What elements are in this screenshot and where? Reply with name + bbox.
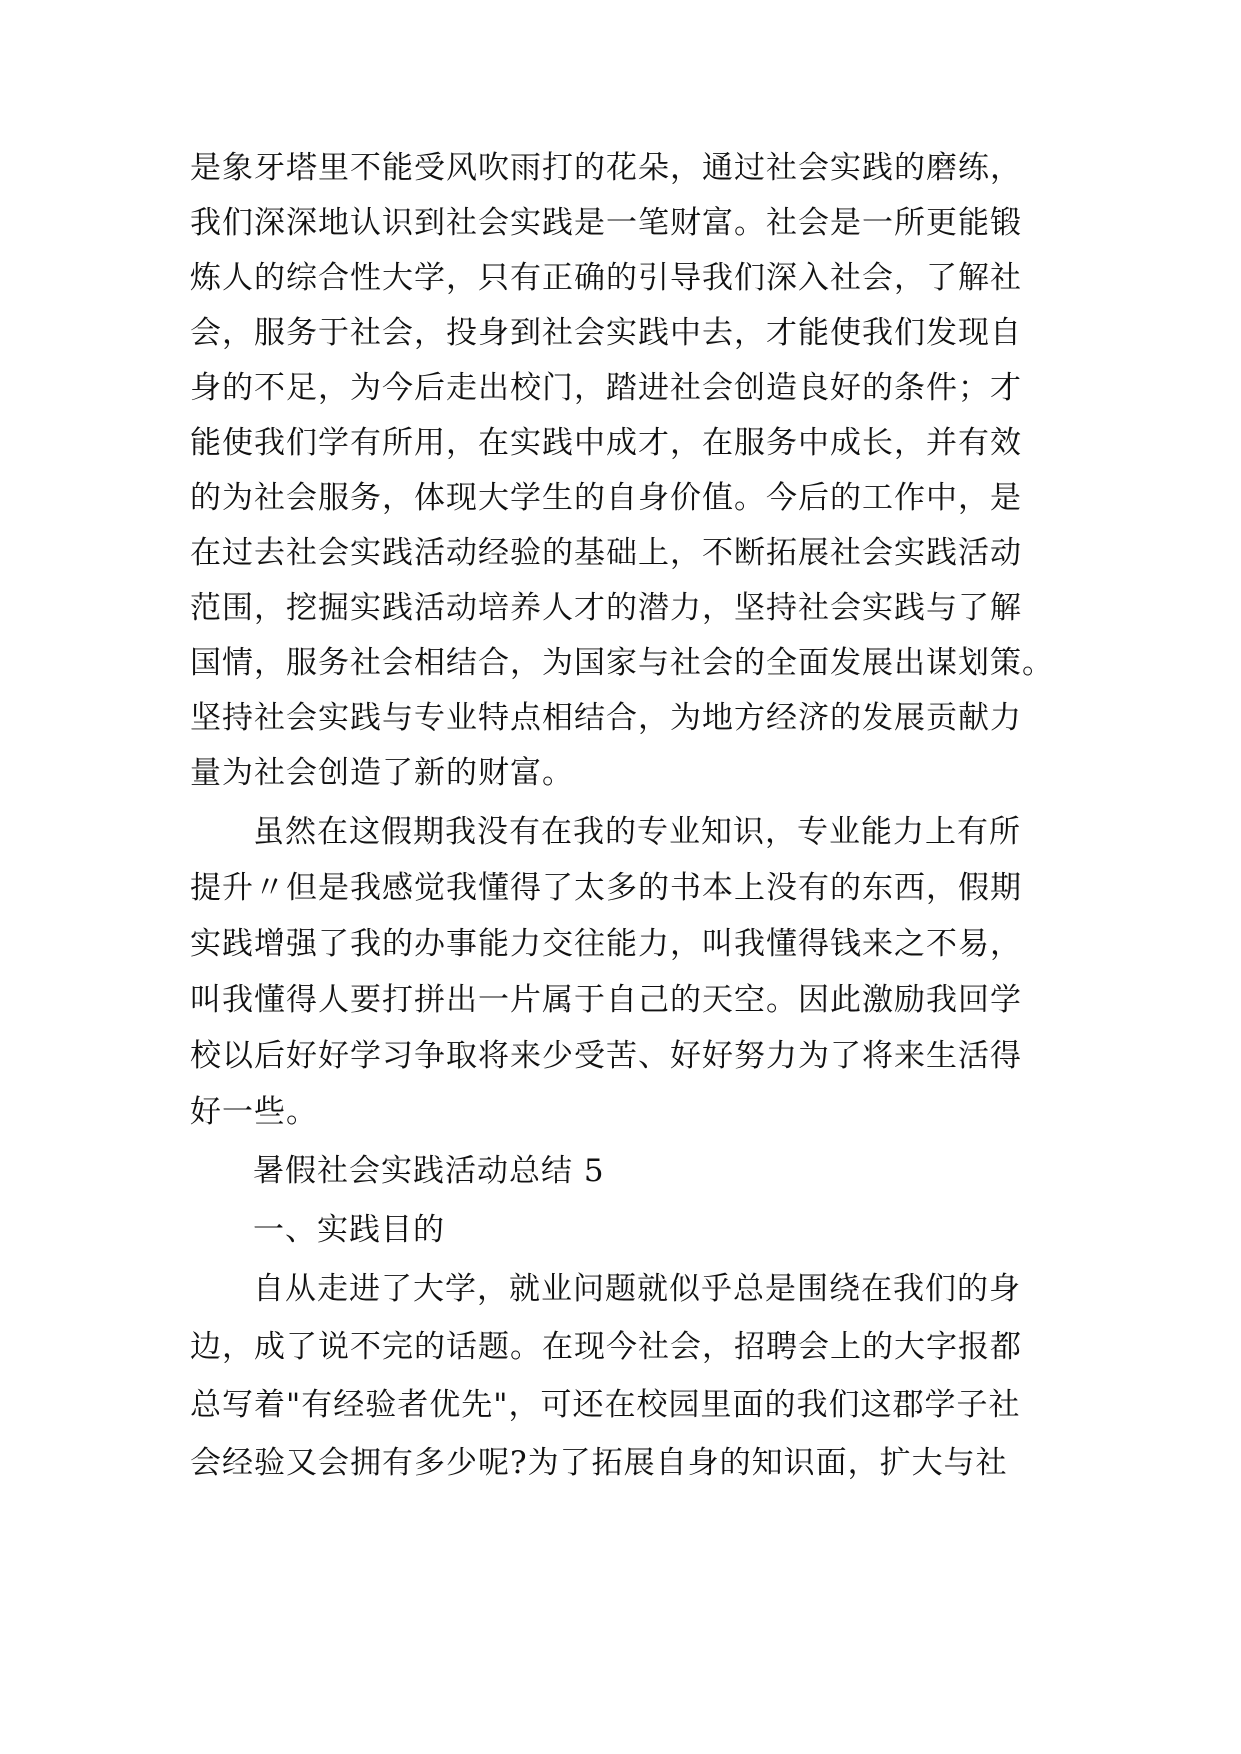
text-line: 叫我懂得人要打拼出一片属于自己的天空。因此激励我回学: [190, 982, 1022, 1018]
paragraph-start-line: 自从走进了大学，就业问题就似乎总是围绕在我们的身: [253, 1271, 1021, 1307]
text-line: 实践增强了我的办事能力交往能力，叫我懂得钱来之不易，: [190, 926, 1022, 962]
section-title: 暑假社会实践活动总结 5: [253, 1153, 605, 1189]
text-line: 国情，服务社会相结合，为国家与社会的全面发展出谋划策。: [190, 645, 1054, 681]
text-line: 范围，挖掘实践活动培养人才的潜力，坚持社会实践与了解: [190, 590, 1022, 626]
text-line: 总写着"有经验者优先"，可还在校园里面的我们这郡学子社: [190, 1387, 1021, 1423]
text-line: 炼人的综合性大学，只有正确的引导我们深入社会，了解社: [190, 260, 1022, 296]
subsection-title: 一、实践目的: [253, 1212, 445, 1248]
text-line: 在过去社会实践活动经验的基础上，不断拓展社会实践活动: [190, 535, 1022, 571]
text-line: 身的不足，为今后走出校门，踏进社会创造良好的条件；才: [190, 370, 1022, 406]
text-line: 校以后好好学习争取将来少受苦、好好努力为了将来生活得: [190, 1038, 1022, 1074]
text-line: 的为社会服务，体现大学生的自身价值。今后的工作中，是: [190, 480, 1022, 516]
paragraph-start-line: 虽然在这假期我没有在我的专业知识，专业能力上有所: [253, 814, 1021, 850]
text-line: 好一些。: [190, 1094, 318, 1130]
text-line: 会，服务于社会，投身到社会实践中去，才能使我们发现自: [190, 315, 1022, 351]
text-line: 量为社会创造了新的财富。: [190, 755, 574, 791]
text-line: 坚持社会实践与专业特点相结合，为地方经济的发展贡献力: [190, 700, 1022, 736]
text-line: 边，成了说不完的话题。在现今社会，招聘会上的大字报都: [190, 1329, 1022, 1365]
text-line: 会经验又会拥有多少呢?为了拓展自身的知识面，扩大与社: [190, 1445, 1008, 1481]
text-line: 提升〃但是我感觉我懂得了太多的书本上没有的东西，假期: [190, 870, 1022, 906]
text-line: 是象牙塔里不能受风吹雨打的花朵，通过社会实践的磨练，: [190, 150, 1022, 186]
text-line: 能使我们学有所用，在实践中成才，在服务中成长，并有效: [190, 425, 1022, 461]
text-line: 我们深深地认识到社会实践是一笔财富。社会是一所更能锻: [190, 205, 1022, 241]
